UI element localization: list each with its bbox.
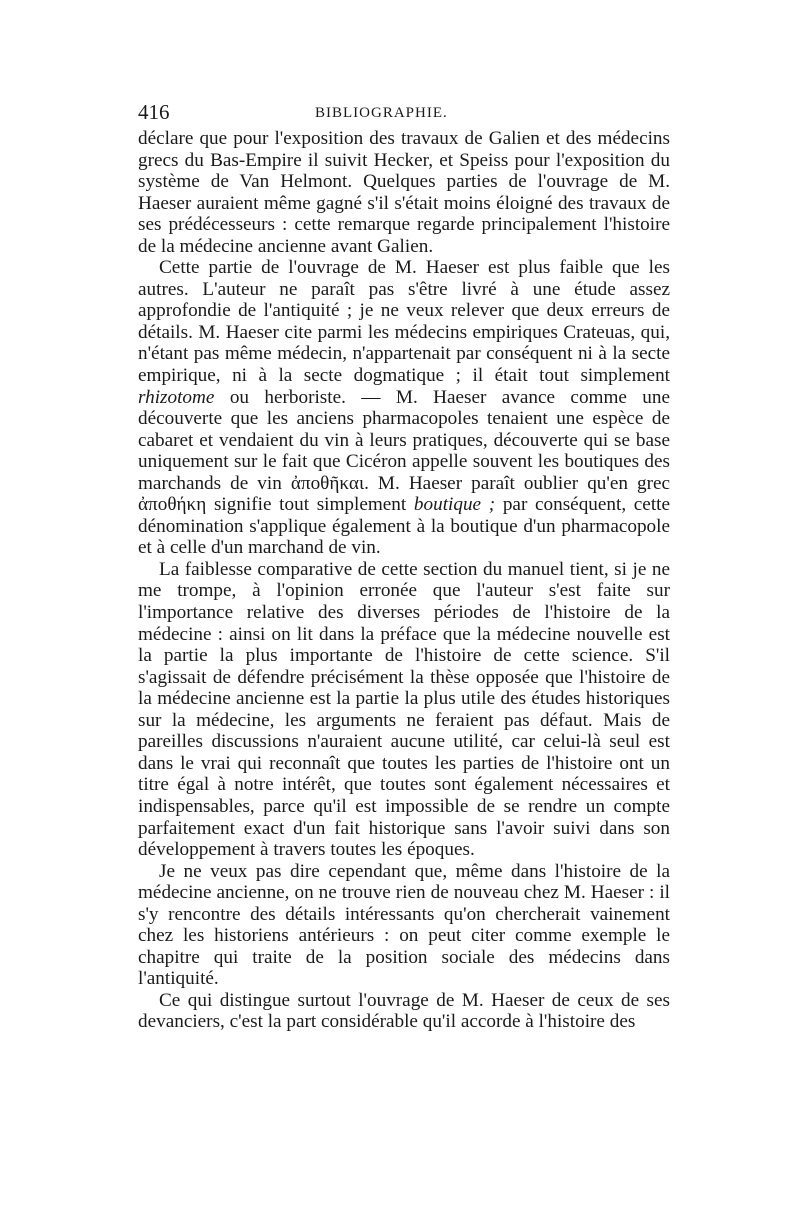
running-head: BIBLIOGRAPHIE. (315, 105, 448, 121)
paragraph-2-part-a: Cette partie de l'ouvrage de M. Haeser est plus faible que les autres. L'auteur ne paraît pas s'être livré à une étude assez approfondie de l'antiquité ; je ne veux relever que deux erreurs de détails. M. Haeser cite parmi les médecins empiriques Crateuas, qui, n'étant pas même médecin, n'appartenait par conséquent ni à la secte empirique, ni à la secte dogmatique ; il était tout simplement (138, 257, 670, 387)
italic-rhizotome: rhizotome (138, 386, 215, 408)
paragraph-1: déclare que pour l'exposition des travaux de Galien et des médecins grecs du Bas-Empire il suivit Hecker, et Speiss pour l'exposition du système de Van Helmont. Quelques parties de l'ouvrage de M. Haeser auraient même gagné s'il s'était moins éloigné des travaux de ses prédécesseurs : cette remarque regarde principalement l'histoire de la médecine ancienne avant Galien. (138, 128, 670, 257)
book-page (138, 98, 670, 1033)
page-number: 416 (138, 100, 170, 124)
page-header (138, 98, 670, 128)
paragraph-2-part-b: ou herboriste. — M. Haeser avance comme une découverte que les anciens pharmacopoles tenaient une espèce de cabaret et vendaient du vin à leurs pratiques, découverte qui se base uniquement sur le fait que Cicéron appelle souvent les boutiques des marchands de vin ἀποθῆκαι. M. Haeser paraît oublier qu'en grec ἀποθήκη signifie tout simplement (138, 386, 671, 516)
paragraph-3: La faiblesse comparative de cette section du manuel tient, si je ne me trompe, à l'opinion erronée que l'auteur s'est faite sur l'importance relative des diverses périodes de l'histoire de la médecine : ainsi on lit dans la préface que la médecine nouvelle est la partie la plus importante de l'histoire de cette science. S'il s'agissait de défendre précisément la thèse opposée que l'histoire de la médecine ancienne est la partie la plus utile des études historiques sur la médecine, les arguments ne feraient pas défaut. Mais de pareilles discussions n'auraient aucune utilité, car celui-là seul est dans le vrai qui reconnaît que toutes les parties de l'histoire ont un titre égal à notre intérêt, que toutes sont également nécessaires et indispensables, parce qu'il est impossible de se rendre un compte parfaitement exact d'un fait historique sans l'avoir suivi dans son développement à travers toutes les époques. (138, 558, 670, 861)
paragraph-2 (138, 257, 670, 559)
italic-boutique: boutique ; (413, 494, 496, 516)
paragraph-4: Je ne veux pas dire cependant que, même dans l'histoire de la médecine ancienne, on ne trouve rien de nouveau chez M. Haeser : il s'y rencontre des détails intéressants qu'on chercherait vainement chez les historiens antérieurs : on peut citer comme exemple le chapitre qui traite de la position sociale des médecins dans l'antiquité. (138, 860, 670, 990)
paragraph-5: Ce qui distingue surtout l'ouvrage de M. Haeser de ceux de ses devanciers, c'est la part considérable qu'il accorde à l'histoire des (138, 989, 670, 1033)
text-body (138, 128, 670, 1033)
paragraph-2-part-c: par conséquent, cette dénomination s'applique également à la boutique d'un pharmacopole et à celle d'un marchand de vin. (138, 494, 671, 559)
